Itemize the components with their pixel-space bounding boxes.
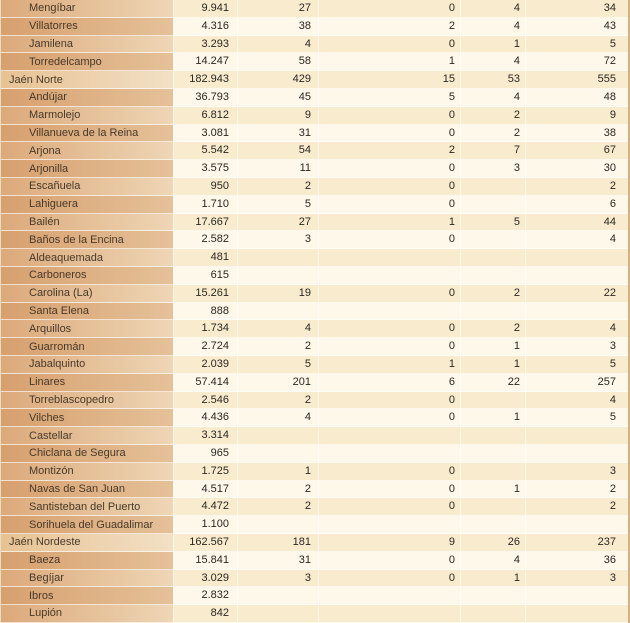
municipality-label: Bailén <box>1 214 173 232</box>
value-cell: 2 <box>460 107 525 125</box>
municipality-label: Arjona <box>1 142 173 160</box>
table-row <box>1 160 628 178</box>
value-cell: 19 <box>237 285 318 303</box>
value-cell: 1 <box>460 570 525 588</box>
municipality-label: Linares <box>1 374 173 392</box>
table-row <box>1 587 628 605</box>
municipality-label: Mengíbar <box>1 0 173 18</box>
value-cell <box>525 516 628 534</box>
table-row <box>1 125 628 143</box>
value-cell: 0 <box>318 107 460 125</box>
value-cell: 3 <box>237 570 318 588</box>
value-cell: 3 <box>525 463 628 481</box>
value-cell <box>525 587 628 605</box>
value-cell: 57.414 <box>173 374 237 392</box>
table-row <box>1 605 628 623</box>
municipality-label: Navas de San Juan <box>1 481 173 499</box>
value-cell: 3.293 <box>173 36 237 54</box>
value-cell: 0 <box>318 178 460 196</box>
region-label: Jaén Norte <box>1 71 173 89</box>
value-cell: 5.542 <box>173 142 237 160</box>
value-cell <box>237 303 318 321</box>
value-cell: 2.039 <box>173 356 237 374</box>
value-cell: 0 <box>318 570 460 588</box>
table-row <box>1 427 628 445</box>
value-cell: 30 <box>525 160 628 178</box>
table-row <box>1 0 628 18</box>
value-cell: 2 <box>237 498 318 516</box>
value-cell: 2 <box>318 18 460 36</box>
value-cell: 3.029 <box>173 570 237 588</box>
value-cell: 2.546 <box>173 392 237 410</box>
value-cell: 6 <box>525 196 628 214</box>
value-cell <box>318 267 460 285</box>
value-cell: 4 <box>460 53 525 71</box>
value-cell: 2 <box>525 498 628 516</box>
value-cell: 2 <box>237 392 318 410</box>
value-cell: 1.100 <box>173 516 237 534</box>
value-cell: 2.724 <box>173 338 237 356</box>
municipality-label: Lupión <box>1 605 173 623</box>
value-cell <box>318 303 460 321</box>
value-cell <box>525 267 628 285</box>
value-cell: 27 <box>237 0 318 18</box>
municipality-label: Santisteban del Puerto <box>1 498 173 516</box>
value-cell <box>318 587 460 605</box>
municipality-label: Guarromán <box>1 338 173 356</box>
value-cell: 3 <box>525 338 628 356</box>
table-row <box>1 71 628 89</box>
municipality-label: Torredelcampo <box>1 53 173 71</box>
value-cell: 2 <box>460 320 525 338</box>
value-cell: 888 <box>173 303 237 321</box>
value-cell: 5 <box>525 36 628 54</box>
value-cell <box>237 605 318 623</box>
table-row <box>1 534 628 552</box>
value-cell: 3.575 <box>173 160 237 178</box>
value-cell: 58 <box>237 53 318 71</box>
municipality-label: Villatorres <box>1 18 173 36</box>
value-cell: 38 <box>525 125 628 143</box>
value-cell: 842 <box>173 605 237 623</box>
value-cell: 481 <box>173 249 237 267</box>
value-cell: 27 <box>237 214 318 232</box>
value-cell: 26 <box>460 534 525 552</box>
table-row <box>1 409 628 427</box>
value-cell <box>525 427 628 445</box>
municipality-label: Villanueva de la Reina <box>1 125 173 143</box>
value-cell: 45 <box>237 89 318 107</box>
value-cell: 2.832 <box>173 587 237 605</box>
value-cell: 5 <box>525 356 628 374</box>
table-row <box>1 285 628 303</box>
value-cell: 38 <box>237 18 318 36</box>
value-cell: 1 <box>460 36 525 54</box>
value-cell: 0 <box>318 481 460 499</box>
municipality-label: Aldeaquemada <box>1 249 173 267</box>
value-cell: 15.841 <box>173 552 237 570</box>
table-row <box>1 249 628 267</box>
value-cell: 0 <box>318 285 460 303</box>
value-cell <box>318 605 460 623</box>
value-cell: 1 <box>318 356 460 374</box>
value-cell: 3.314 <box>173 427 237 445</box>
value-cell: 237 <box>525 534 628 552</box>
value-cell: 2 <box>525 178 628 196</box>
value-cell: 1.710 <box>173 196 237 214</box>
value-cell: 34 <box>525 0 628 18</box>
value-cell <box>460 249 525 267</box>
table-row <box>1 516 628 534</box>
value-cell: 3 <box>237 231 318 249</box>
table-row <box>1 36 628 54</box>
municipality-label: Lahiguera <box>1 196 173 214</box>
municipality-label: Baeza <box>1 552 173 570</box>
value-cell: 48 <box>525 89 628 107</box>
value-cell: 0 <box>318 338 460 356</box>
table-row <box>1 498 628 516</box>
value-cell: 4.436 <box>173 409 237 427</box>
value-cell: 5 <box>237 356 318 374</box>
value-cell: 2 <box>460 125 525 143</box>
value-cell: 0 <box>318 409 460 427</box>
table-row <box>1 374 628 392</box>
value-cell: 0 <box>318 392 460 410</box>
value-cell: 162.567 <box>173 534 237 552</box>
municipality-label: Arquillos <box>1 320 173 338</box>
value-cell <box>460 178 525 196</box>
value-cell: 4.316 <box>173 18 237 36</box>
value-cell: 43 <box>525 18 628 36</box>
municipality-label: Torreblascopedro <box>1 392 173 410</box>
value-cell <box>525 445 628 463</box>
value-cell: 5 <box>525 409 628 427</box>
value-cell: 257 <box>525 374 628 392</box>
value-cell: 4.517 <box>173 481 237 499</box>
value-cell <box>460 463 525 481</box>
value-cell: 36 <box>525 552 628 570</box>
municipality-label: Ibros <box>1 587 173 605</box>
value-cell: 615 <box>173 267 237 285</box>
value-cell: 5 <box>460 214 525 232</box>
value-cell <box>237 249 318 267</box>
value-cell: 429 <box>237 71 318 89</box>
value-cell: 0 <box>318 463 460 481</box>
value-cell: 5 <box>237 196 318 214</box>
value-cell: 4.472 <box>173 498 237 516</box>
municipality-label: Montizón <box>1 463 173 481</box>
value-cell: 36.793 <box>173 89 237 107</box>
municipality-label: Castellar <box>1 427 173 445</box>
value-cell: 181 <box>237 534 318 552</box>
value-cell: 2.582 <box>173 231 237 249</box>
value-cell: 6.812 <box>173 107 237 125</box>
table-row <box>1 392 628 410</box>
value-cell: 4 <box>525 392 628 410</box>
value-cell <box>460 498 525 516</box>
value-cell: 3.081 <box>173 125 237 143</box>
table-row <box>1 552 628 570</box>
value-cell: 4 <box>525 231 628 249</box>
value-cell: 1 <box>237 463 318 481</box>
table-row <box>1 338 628 356</box>
municipality-label: Vilches <box>1 409 173 427</box>
value-cell: 4 <box>460 18 525 36</box>
value-cell <box>525 303 628 321</box>
value-cell: 72 <box>525 53 628 71</box>
value-cell: 2 <box>237 481 318 499</box>
value-cell <box>460 587 525 605</box>
value-cell: 4 <box>237 36 318 54</box>
value-cell: 0 <box>318 160 460 178</box>
value-cell <box>318 427 460 445</box>
value-cell: 2 <box>237 178 318 196</box>
value-cell: 1.725 <box>173 463 237 481</box>
value-cell: 4 <box>237 409 318 427</box>
value-cell: 4 <box>237 320 318 338</box>
table-row <box>1 89 628 107</box>
value-cell: 0 <box>318 0 460 18</box>
table-row <box>1 142 628 160</box>
value-cell: 31 <box>237 125 318 143</box>
region-label: Jaén Nordeste <box>1 534 173 552</box>
value-cell <box>460 445 525 463</box>
table-row <box>1 267 628 285</box>
value-cell <box>237 427 318 445</box>
value-cell <box>318 445 460 463</box>
value-cell: 4 <box>525 320 628 338</box>
municipality-label: Baños de la Encina <box>1 231 173 249</box>
value-cell: 6 <box>318 374 460 392</box>
value-cell: 4 <box>460 552 525 570</box>
value-cell: 9 <box>237 107 318 125</box>
value-cell: 0 <box>318 36 460 54</box>
value-cell <box>460 605 525 623</box>
table-row <box>1 231 628 249</box>
municipality-label: Andújar <box>1 89 173 107</box>
value-cell <box>460 516 525 534</box>
value-cell <box>237 587 318 605</box>
table-row <box>1 18 628 36</box>
value-cell: 4 <box>460 0 525 18</box>
value-cell: 1 <box>460 338 525 356</box>
value-cell: 2 <box>460 285 525 303</box>
value-cell: 3 <box>460 160 525 178</box>
value-cell: 0 <box>318 498 460 516</box>
table-row <box>1 445 628 463</box>
table-row <box>1 196 628 214</box>
value-cell: 965 <box>173 445 237 463</box>
table-row <box>1 570 628 588</box>
value-cell <box>460 267 525 285</box>
table-row <box>1 107 628 125</box>
table-row <box>1 214 628 232</box>
value-cell: 0 <box>318 196 460 214</box>
municipality-label: Sorihuela del Guadalimar <box>1 516 173 534</box>
value-cell <box>460 303 525 321</box>
value-cell <box>460 392 525 410</box>
value-cell: 14.247 <box>173 53 237 71</box>
value-cell <box>460 231 525 249</box>
municipality-label: Arjonilla <box>1 160 173 178</box>
value-cell: 0 <box>318 552 460 570</box>
municipality-label: Marmolejo <box>1 107 173 125</box>
table-row <box>1 463 628 481</box>
table-row <box>1 356 628 374</box>
value-cell: 53 <box>460 71 525 89</box>
value-cell: 15.261 <box>173 285 237 303</box>
value-cell: 44 <box>525 214 628 232</box>
value-cell: 1 <box>460 356 525 374</box>
value-cell: 4 <box>460 89 525 107</box>
value-cell: 3 <box>525 570 628 588</box>
value-cell <box>237 267 318 285</box>
municipality-label: Chiclana de Segura <box>1 445 173 463</box>
value-cell <box>460 427 525 445</box>
municipality-label: Carboneros <box>1 267 173 285</box>
value-cell: 2 <box>318 142 460 160</box>
value-cell: 0 <box>318 231 460 249</box>
value-cell: 5 <box>318 89 460 107</box>
value-cell: 15 <box>318 71 460 89</box>
value-cell <box>318 516 460 534</box>
value-cell: 950 <box>173 178 237 196</box>
value-cell: 201 <box>237 374 318 392</box>
value-cell: 31 <box>237 552 318 570</box>
value-cell: 555 <box>525 71 628 89</box>
value-cell: 1.734 <box>173 320 237 338</box>
value-cell: 7 <box>460 142 525 160</box>
municipality-label: Begíjar <box>1 570 173 588</box>
value-cell: 9 <box>525 107 628 125</box>
value-cell: 2 <box>237 338 318 356</box>
municipality-label: Escañuela <box>1 178 173 196</box>
value-cell <box>525 249 628 267</box>
value-cell <box>460 196 525 214</box>
table-row <box>1 481 628 499</box>
value-cell: 22 <box>460 374 525 392</box>
table-row <box>1 303 628 321</box>
value-cell: 17.667 <box>173 214 237 232</box>
municipality-label: Santa Elena <box>1 303 173 321</box>
value-cell: 1 <box>318 53 460 71</box>
municipality-label: Jabalquinto <box>1 356 173 374</box>
value-cell: 9 <box>318 534 460 552</box>
table-row <box>1 53 628 71</box>
value-cell <box>237 516 318 534</box>
value-cell <box>237 445 318 463</box>
value-cell: 67 <box>525 142 628 160</box>
value-cell: 1 <box>460 481 525 499</box>
value-cell: 54 <box>237 142 318 160</box>
value-cell: 11 <box>237 160 318 178</box>
value-cell: 0 <box>318 320 460 338</box>
value-cell <box>318 249 460 267</box>
value-cell: 9.941 <box>173 0 237 18</box>
municipality-label: Jamilena <box>1 36 173 54</box>
municipality-label: Carolina (La) <box>1 285 173 303</box>
value-cell: 22 <box>525 285 628 303</box>
value-cell: 0 <box>318 125 460 143</box>
value-cell: 1 <box>318 214 460 232</box>
table-row <box>1 178 628 196</box>
value-cell: 182.943 <box>173 71 237 89</box>
table-row <box>1 320 628 338</box>
value-cell: 2 <box>525 481 628 499</box>
value-cell <box>525 605 628 623</box>
value-cell: 1 <box>460 409 525 427</box>
